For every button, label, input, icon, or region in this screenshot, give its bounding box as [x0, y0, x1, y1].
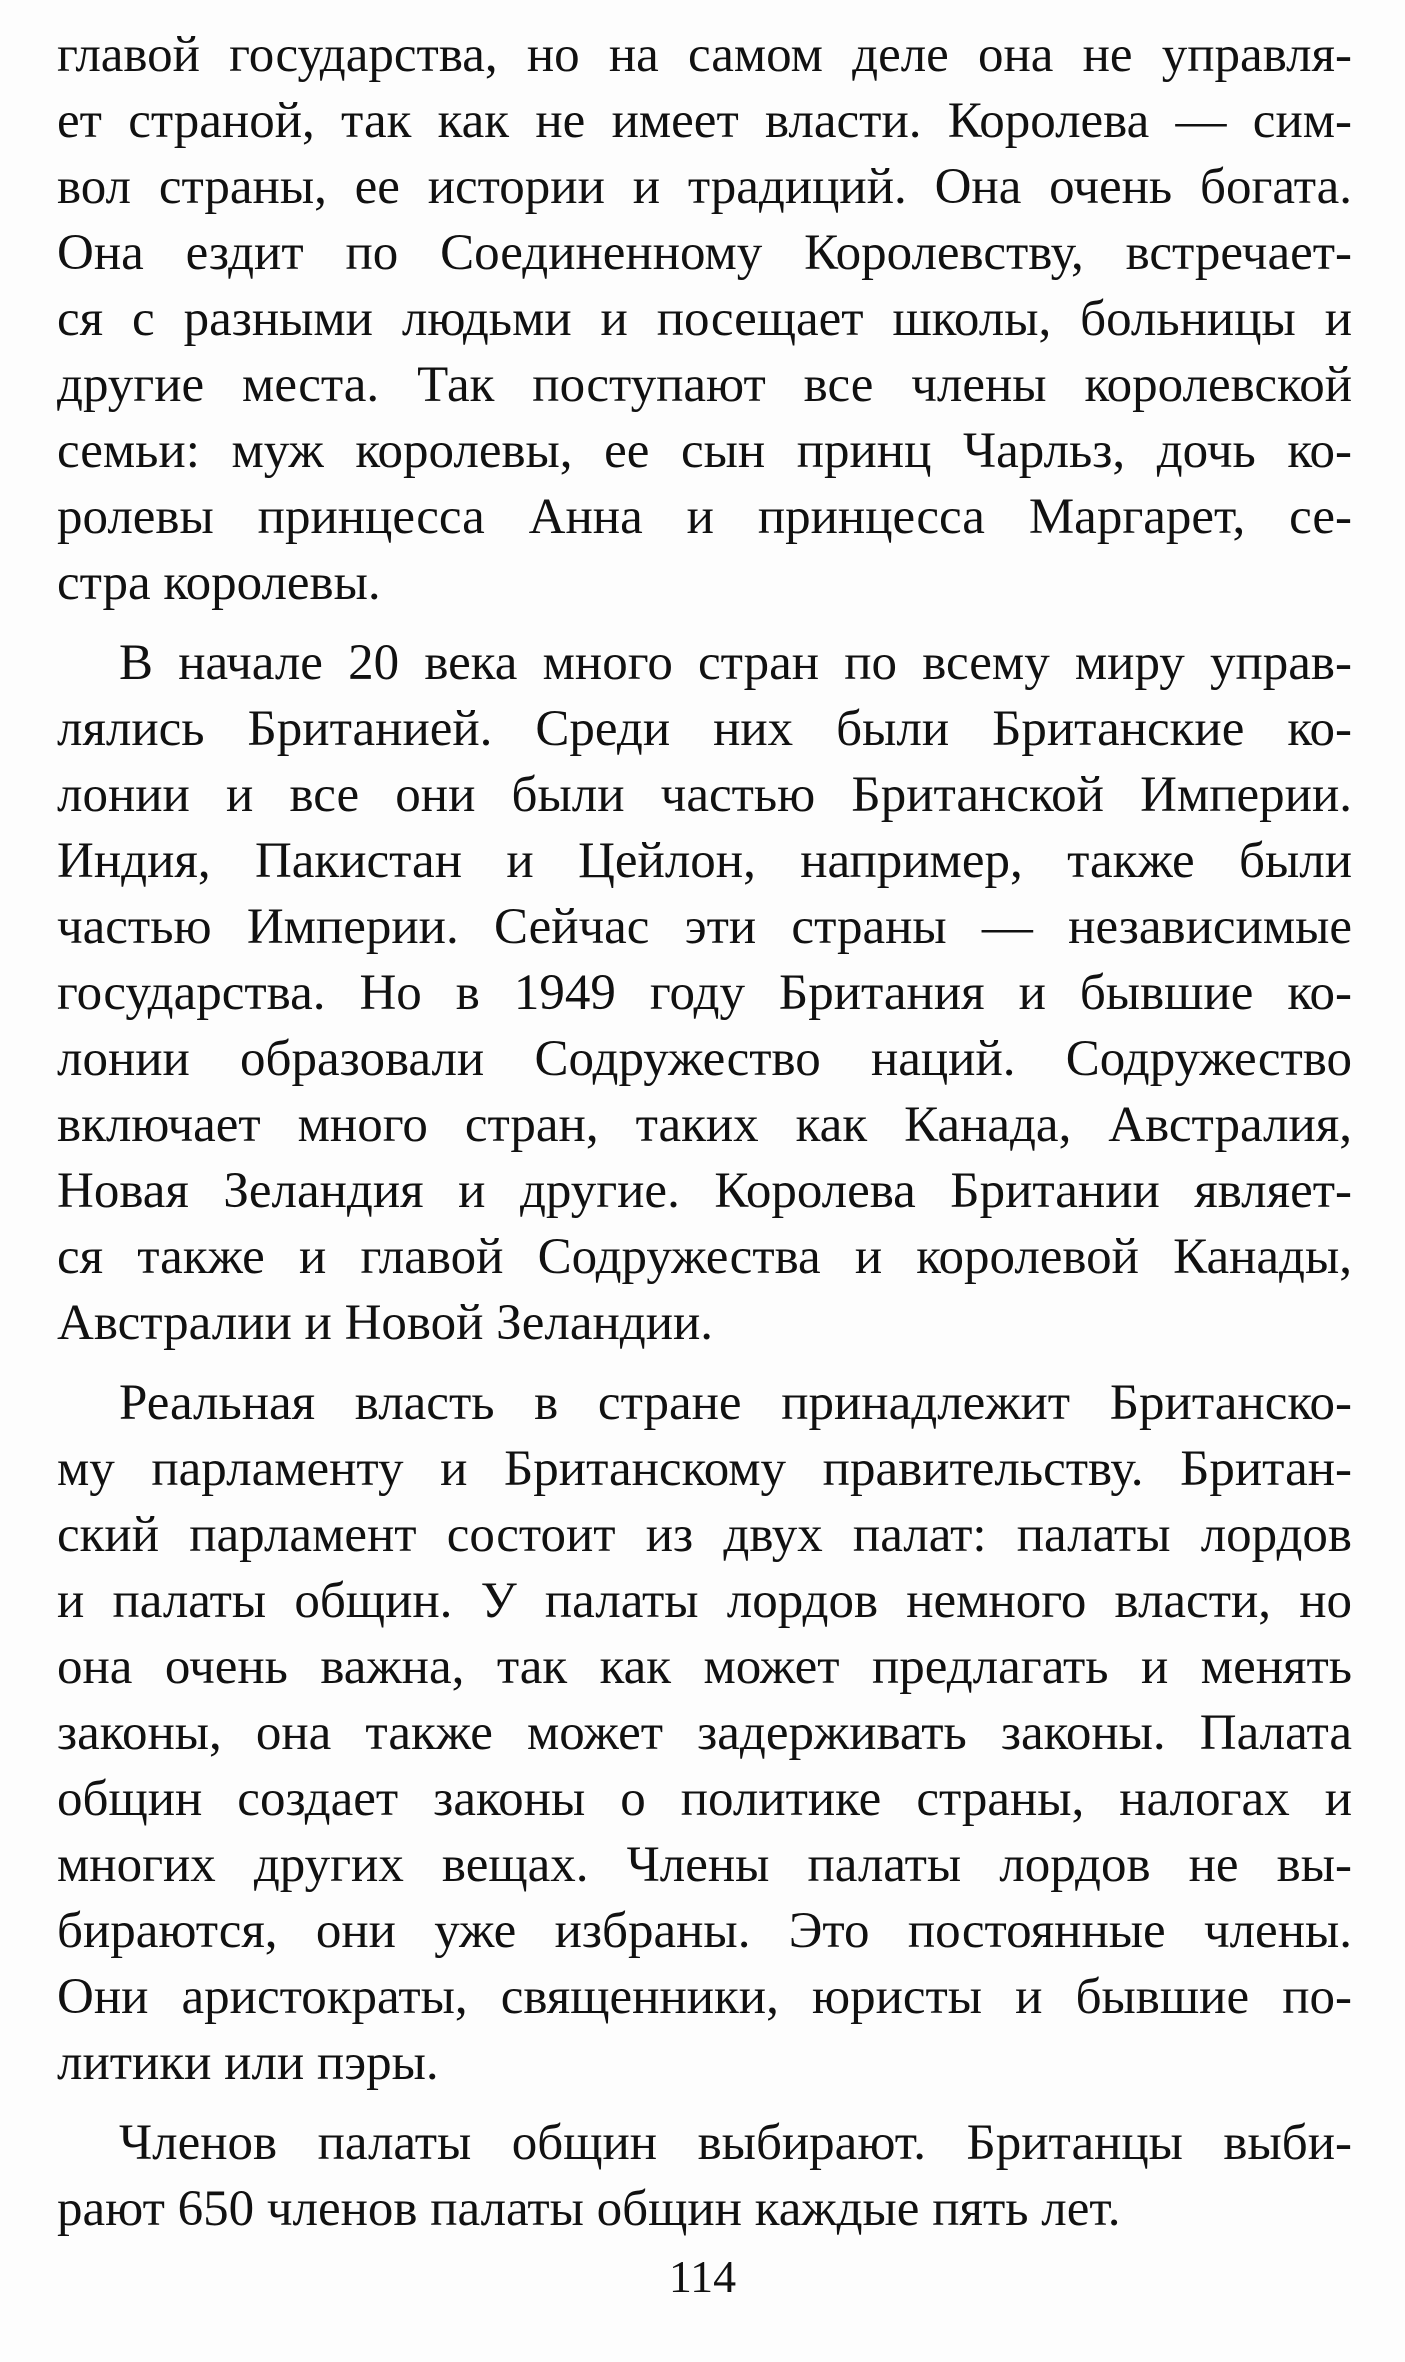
text-line: рают 650 членов палаты общин каждые пять лет. [57, 2181, 1121, 2237]
text-line: и палаты общин. У палаты лордов немного власти, но [57, 1573, 1352, 1629]
text-line: му парламенту и Британскому правительству. Британ- [57, 1441, 1352, 1497]
text-line: бираются, они уже избраны. Это постоянные члены. [57, 1903, 1352, 1959]
text-line: ролевы принцесса Анна и принцесса Маргарет, се- [57, 489, 1352, 545]
paragraph-2 [57, 630, 1352, 1356]
text-line: ский парламент состоит из двух палат: палаты лордов [57, 1507, 1352, 1563]
text-line: Новая Зеландия и другие. Королева Британии являет- [57, 1163, 1352, 1219]
body-text [57, 22, 1352, 2242]
text-line: вол страны, ее истории и традиций. Она очень богата. [57, 159, 1352, 215]
text-line: общин создает законы о политике страны, налогах и [57, 1771, 1352, 1827]
text-line: Индия, Пакистан и Цейлон, например, также были [57, 833, 1352, 889]
text-line: главой государства, но на самом деле она не управля- [57, 27, 1352, 83]
text-line: лялись Британией. Среди них были Британские ко- [57, 701, 1352, 757]
paragraph-1 [57, 22, 1352, 616]
text-line: включает много стран, таких как Канада, Австралия, [57, 1097, 1352, 1153]
text-line: ет страной, так как не имеет власти. Королева — сим- [57, 93, 1352, 149]
paragraph-3 [57, 1370, 1352, 2096]
paragraph-gap [57, 2096, 1352, 2110]
paragraph-4 [57, 2110, 1352, 2242]
text-line: лонии образовали Содружество наций. Содружество [57, 1031, 1352, 1087]
page-number: 114 [668, 2251, 737, 2302]
text-line: семьи: муж королевы, ее сын принц Чарльз, дочь ко- [57, 423, 1352, 479]
text-line: литики или пэры. [57, 2035, 439, 2091]
text-line: В начале 20 века много стран по всему миру управ- [119, 635, 1352, 691]
paragraph-gap [57, 1356, 1352, 1370]
text-line: Они аристократы, священники, юристы и бывшие по- [57, 1969, 1352, 2025]
text-line: законы, она также может задерживать законы. Палата [57, 1705, 1352, 1761]
text-line: ся с разными людьми и посещает школы, больницы и [57, 291, 1352, 347]
text-line: Австралии и Новой Зеландии. [57, 1295, 714, 1351]
text-line: Она ездит по Соединенному Королевству, встречает- [57, 225, 1352, 281]
text-line: государства. Но в 1949 году Британия и бывшие ко- [57, 965, 1352, 1021]
paragraph-gap [57, 616, 1352, 630]
text-line: частью Империи. Сейчас эти страны — независимые [57, 899, 1352, 955]
text-line: другие места. Так поступают все члены королевской [57, 357, 1352, 413]
text-line: ся также и главой Содружества и королевой Канады, [57, 1229, 1352, 1285]
text-line: Реальная власть в стране принадлежит Британско- [119, 1375, 1352, 1431]
text-line: она очень важна, так как может предлагать и менять [57, 1639, 1352, 1695]
text-line: Членов палаты общин выбирают. Британцы выби- [119, 2115, 1352, 2171]
text-line: лонии и все они были частью Британской Империи. [57, 767, 1352, 823]
text-line: стра королевы. [57, 555, 381, 611]
text-line: многих других вещах. Члены палаты лордов не вы- [57, 1837, 1352, 1893]
